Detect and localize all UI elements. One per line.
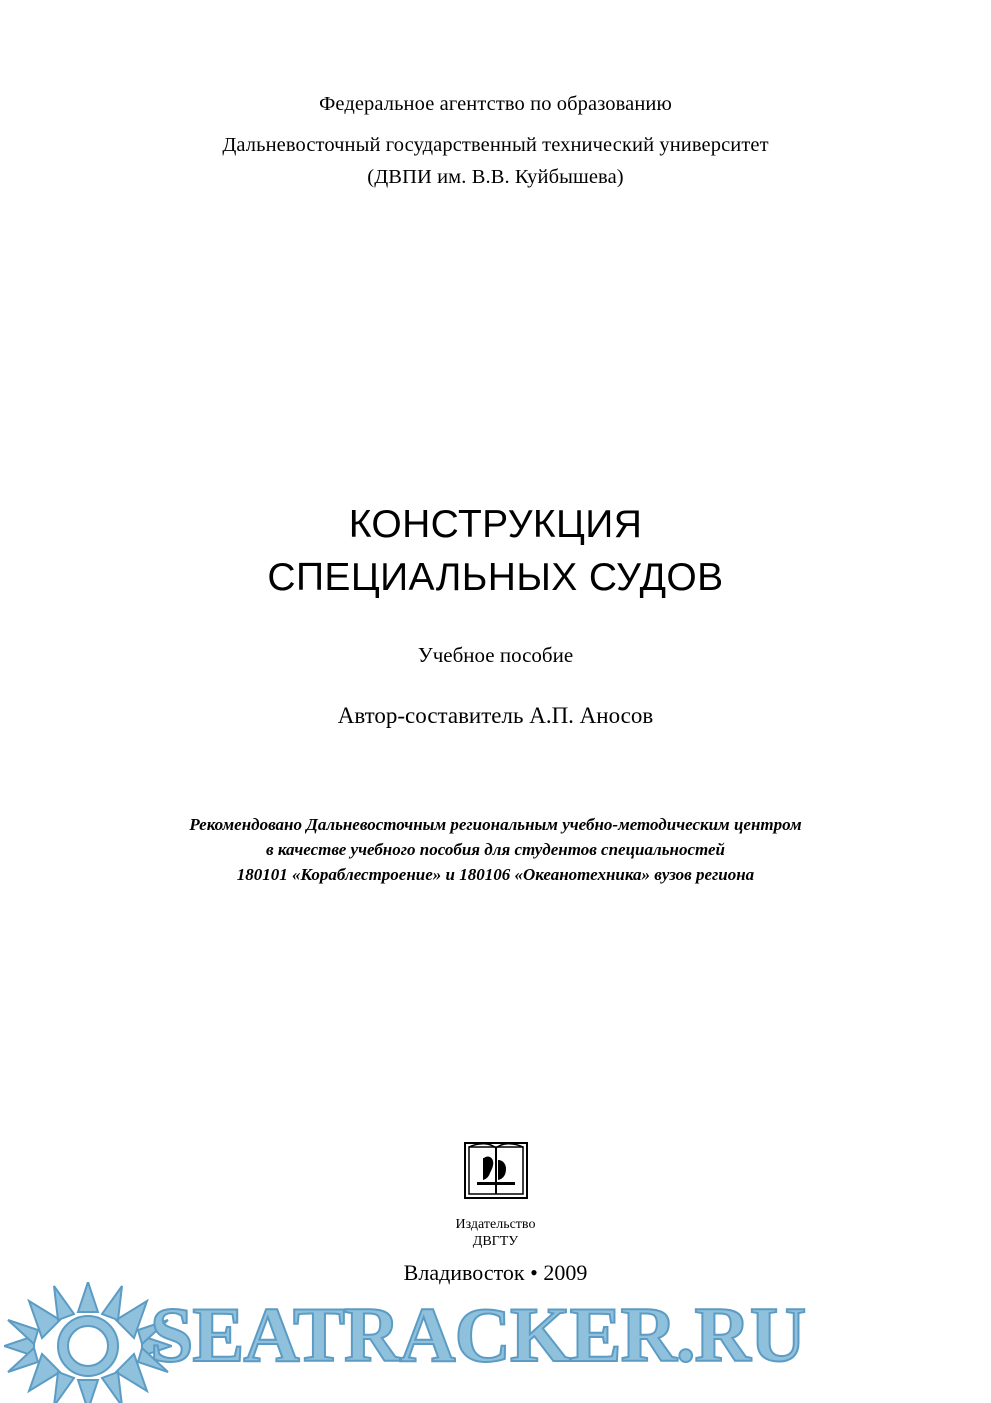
- publisher-name: [0, 1216, 991, 1250]
- agency-line: Федеральное агентство по образованию: [319, 93, 672, 115]
- institute-line: (ДВПИ им. В.В. Куйбышева): [367, 166, 624, 188]
- subtitle: Учебное пособие: [417, 643, 574, 667]
- document-header: [0, 88, 991, 193]
- publisher-line-2: ДВГТУ: [472, 1234, 519, 1249]
- recommendation-line-1: Рекомендовано Дальневосточным региональным учебно-методическим центром: [189, 815, 802, 834]
- recommendation-line-3: 180101 «Кораблестроение» и 180106 «Океанотехника» вузов региона: [236, 865, 755, 884]
- watermark-text: SEATRACKER.RU: [150, 1291, 806, 1378]
- open-book-logo-icon: [464, 1138, 528, 1200]
- university-line: Дальневосточный государственный технический университет: [222, 134, 769, 156]
- publisher-line-1: Издательство: [455, 1217, 536, 1232]
- page-title: [0, 498, 991, 604]
- sun-burst-icon: [4, 1282, 172, 1403]
- title-line-1: КОНСТРУКЦИЯ: [348, 503, 643, 546]
- publisher-logo: [0, 1138, 991, 1205]
- author-line: Автор-составитель А.П. Аносов: [337, 703, 654, 728]
- title-line-2: СПЕЦИАЛЬНЫХ СУДОВ: [267, 556, 724, 599]
- city-year-line: Владивосток • 2009: [403, 1260, 588, 1285]
- recommendation-line-2: в качестве учебного пособия для студентов специальностей: [266, 840, 725, 859]
- recommendation-block: [0, 812, 991, 887]
